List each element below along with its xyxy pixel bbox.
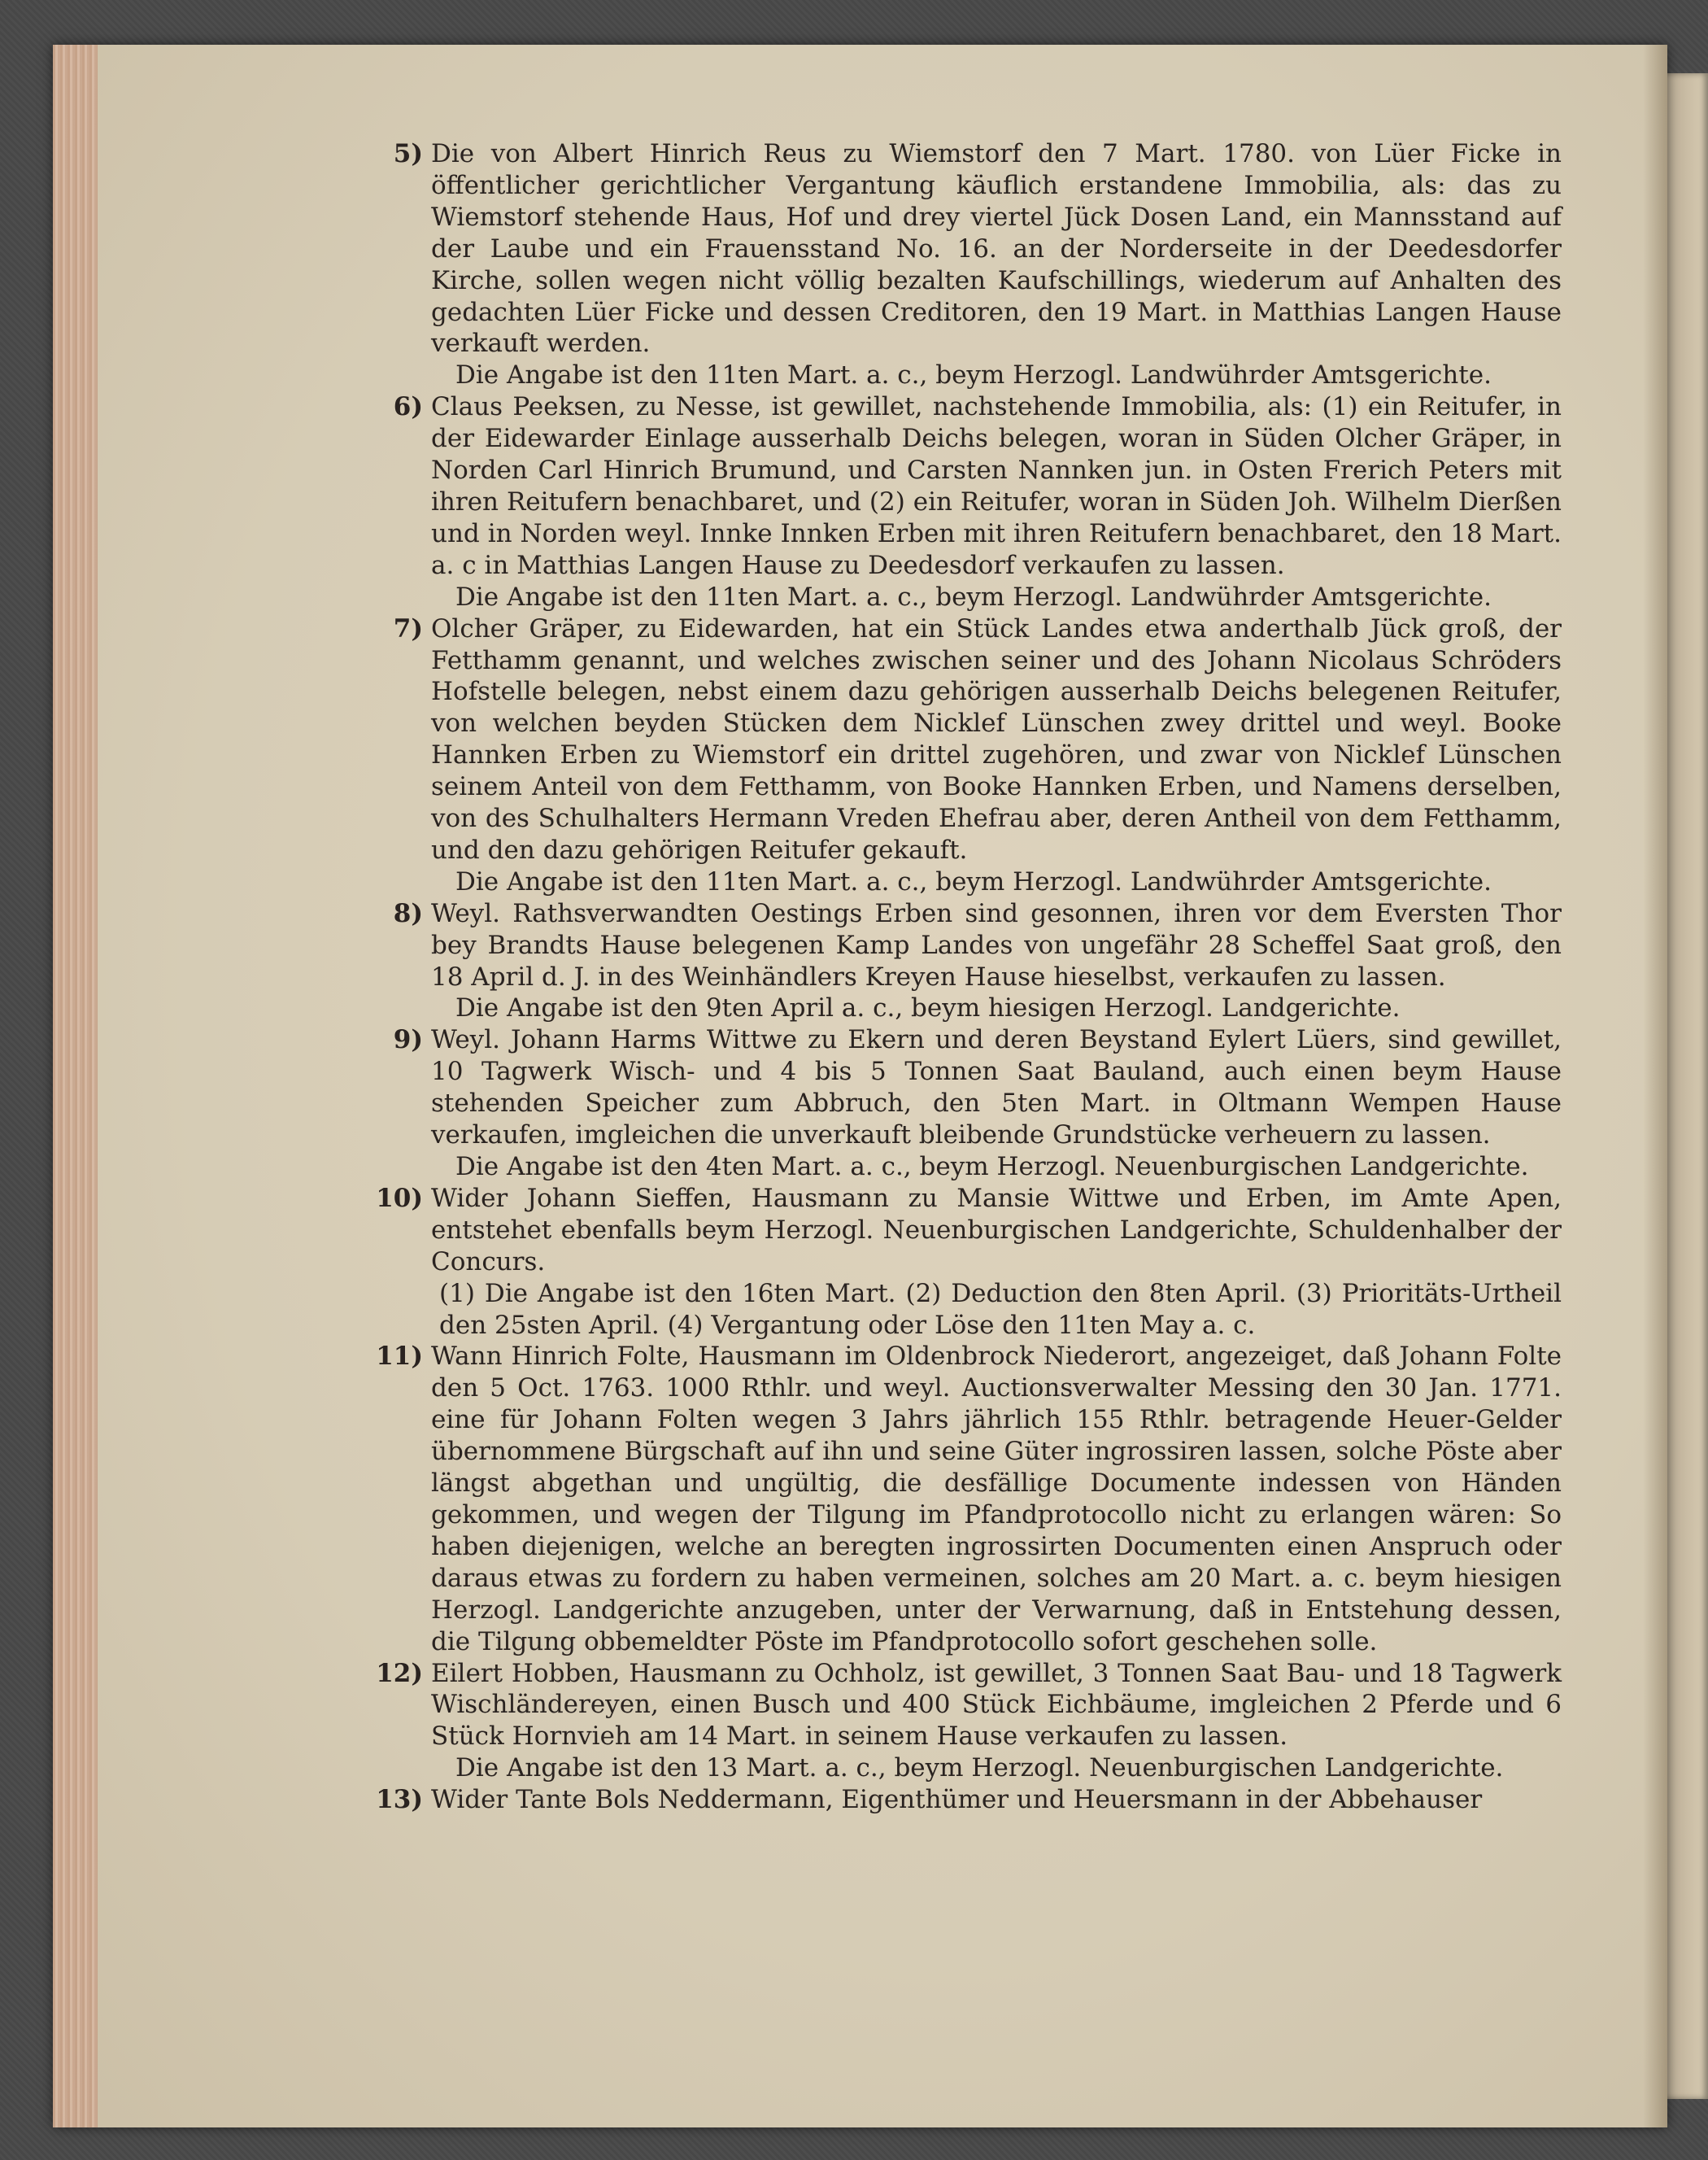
entry-number: 11) <box>376 1342 423 1372</box>
entry-8 <box>366 898 1562 993</box>
entry-text: Die von Albert Hinrich Reus zu Wiemstorf den 7 Mart. 1780. von Lüer Ficke in öffentlicher gerichtlicher Vergantung käuflich erstandene Immobilia, als: das zu Wiemstorf stehende Haus, Hof und drey viertel Jück Dosen Land, ein Mannsstand auf der Laube und ein Frauensstand No. 16. an der Norderseite in der Deedesdorfer Kirche, sollen wegen nicht völlig bezalten Kaufschillings, wiederum auf Anhalten des gedachten Lüer Ficke und dessen Creditoren, den 19 Mart. in Matthias Langen Hause verkauft werden. <box>431 139 1562 359</box>
entry-text: Wider Tante Bols Neddermann, Eigenthümer und Heuersmann in der Abbehauser <box>431 1785 1483 1815</box>
entry-10 <box>366 1183 1562 1278</box>
entry-11 <box>366 1341 1562 1657</box>
entry-notice: Die Angabe ist den 4ten Mart. a. c., beym Herzogl. Neuenburgischen Landgerichte. <box>455 1152 1529 1181</box>
entry-number: 7) <box>393 613 423 644</box>
entry-number: 9) <box>393 1025 423 1055</box>
entry-text: Weyl. Johann Harms Wittwe zu Ekern und deren Beystand Eylert Lüers, sind gewillet, 10 Tagwerk Wisch- und 4 bis 5 Tonnen Saat Bauland, auch einen beym Hause stehenden Speicher zum Abbruch, den 5ten Mart. in Oltmann Wempen Hause verkaufen, imgleichen die unverkauft bleibende Grundstücke verheuern zu lassen. <box>431 1025 1562 1150</box>
entry-notice: Die Angabe ist den 13 Mart. a. c., beym Herzogl. Neuenburgischen Landgerichte. <box>455 1753 1504 1783</box>
binding-fold-shadow <box>1643 45 1667 2127</box>
entry-text: Wider Johann Sieffen, Hausmann zu Mansie Wittwe und Erben, im Amte Apen, entstehet ebenfalls beym Herzogl. Neuenburgischen Landgerichte, Schuldenhalber der Concurs. <box>431 1183 1562 1276</box>
entry-text: Claus Peeksen, zu Nesse, ist gewillet, nachstehende Immobilia, als: (1) ein Reitufer, in der Eidewarder Einlage ausserhalb Deichs belegen, woran in Süden Olcher Gräper, in Norden Carl Hinrich Brumund, und Carsten Nannken jun. in Osten Frerich Peters mit ihren Reitufern benachbaret, und (2) ein Reitufer, woran in Süden Joh. Wilhelm Dierßen und in Norden weyl. Innke Innken Erben mit ihren Reitufern benachbaret, den 18 Mart. a. c in Matthias Langen Hause zu Deedesdorf verkaufen zu lassen. <box>431 392 1562 580</box>
entry-number: 10) <box>376 1183 423 1213</box>
entry-9 <box>366 1024 1562 1151</box>
entry-13 <box>366 1784 1562 1816</box>
entry-text: Weyl. Rathsverwandten Oestings Erben sind gesonnen, ihren vor dem Eversten Thor bey Brandts Hause belegenen Kamp Landes von ungefähr 28 Scheffel Saat groß, den 18 April d. J. in des Weinhändlers Kreyen Hause hieselbst, verkaufen zu lassen. <box>431 898 1562 992</box>
entry-notice: Die Angabe ist den 11ten Mart. a. c., beym Herzogl. Landwührder Amtsgerichte. <box>455 360 1492 391</box>
entry-number: 13) <box>376 1785 423 1815</box>
entry-text: Eilert Hobben, Hausmann zu Ochholz, ist gewillet, 3 Tonnen Saat Bau- und 18 Tagwerk Wischländereyen, einen Busch und 400 Stück Eichbäume, imgleichen 2 Pferde und 6 Stück Hornvieh am 14 Mart. in seinem Hause verkaufen zu lassen. <box>431 1658 1562 1752</box>
entry-number: 12) <box>376 1658 423 1688</box>
entry-6 <box>366 391 1562 581</box>
entry-notice: (1) Die Angabe ist den 16ten Mart. (2) Deduction den 8ten April. (3) Prioritäts-Urtheil den 25sten April. (4) Vergantung oder Löse den 11ten May a. c. <box>439 1278 1562 1340</box>
entry-number: 8) <box>393 898 423 928</box>
document-body <box>366 138 1562 1816</box>
entry-number: 6) <box>393 392 423 422</box>
entry-notice: Die Angabe ist den 11ten Mart. a. c., beym Herzogl. Landwührder Amtsgerichte. <box>455 866 1492 897</box>
page-stack-edge <box>53 45 98 2127</box>
entry-5 <box>366 138 1562 360</box>
entry-notice: Die Angabe ist den 9ten April a. c., beym hiesigen Herzogl. Landgerichte. <box>455 993 1401 1023</box>
facing-page-edge <box>1663 73 1708 2099</box>
entry-notice: Die Angabe ist den 11ten Mart. a. c., beym Herzogl. Landwührder Amtsgerichte. <box>455 582 1492 612</box>
entry-number: 5) <box>393 139 423 168</box>
entry-7 <box>366 613 1562 866</box>
entry-12 <box>366 1658 1562 1753</box>
entry-text: Olcher Gräper, zu Eidewarden, hat ein Stück Landes etwa anderthalb Jück groß, der Fetthamm genannt, und welches zwischen seiner und des Johann Nicolaus Schröders Hofstelle belegen, nebst einem dazu gehörigen ausserhalb Deichs belegenen Reitufer, von welchen beyden Stücken dem Nicklef Lünschen zwey drittel und weyl. Booke Hannken Erben zu Wiemstorf ein drittel zugehören, und zwar von Nicklef Lünschen seinem Anteil von dem Fetthamm, von Booke Hannken Erben, und Namens derselben, von des Schulhalters Hermann Vreden Ehefrau aber, deren Antheil von dem Fetthamm, und den dazu gehörigen Reitufer gekauft. <box>431 613 1562 865</box>
entry-text: Wann Hinrich Folte, Hausmann im Oldenbrock Niederort, angezeiget, daß Johann Folte den 5 Oct. 1763. 1000 Rthlr. und weyl. Auctionsverwalter Messing den 30 Jan. 1771. eine für Johann Folten wegen 3 Jahrs jährlich 155 Rthlr. betragende Heuer-Gelder übernommene Bürgschaft auf ihn und seine Güter ingrossiren lassen, solche Pöste aber längst abgethan und ungültig, die desfällige Documente indessen von Händen gekommen, und wegen der Tilgung im Pfandprotocollo nicht zu erlangen wären: So haben diejenigen, welche an beregten ingrossirten Documenten einen Anspruch oder daraus etwas zu fordern zu haben vermeinen, solches am 20 Mart. a. c. beym hiesigen Herzogl. Landgerichte anzugeben, unter der Verwarnung, daß in Entstehung dessen, die Tilgung obbemeldter Pöste im Pfandprotocollo sofort geschehen solle. <box>431 1342 1562 1656</box>
